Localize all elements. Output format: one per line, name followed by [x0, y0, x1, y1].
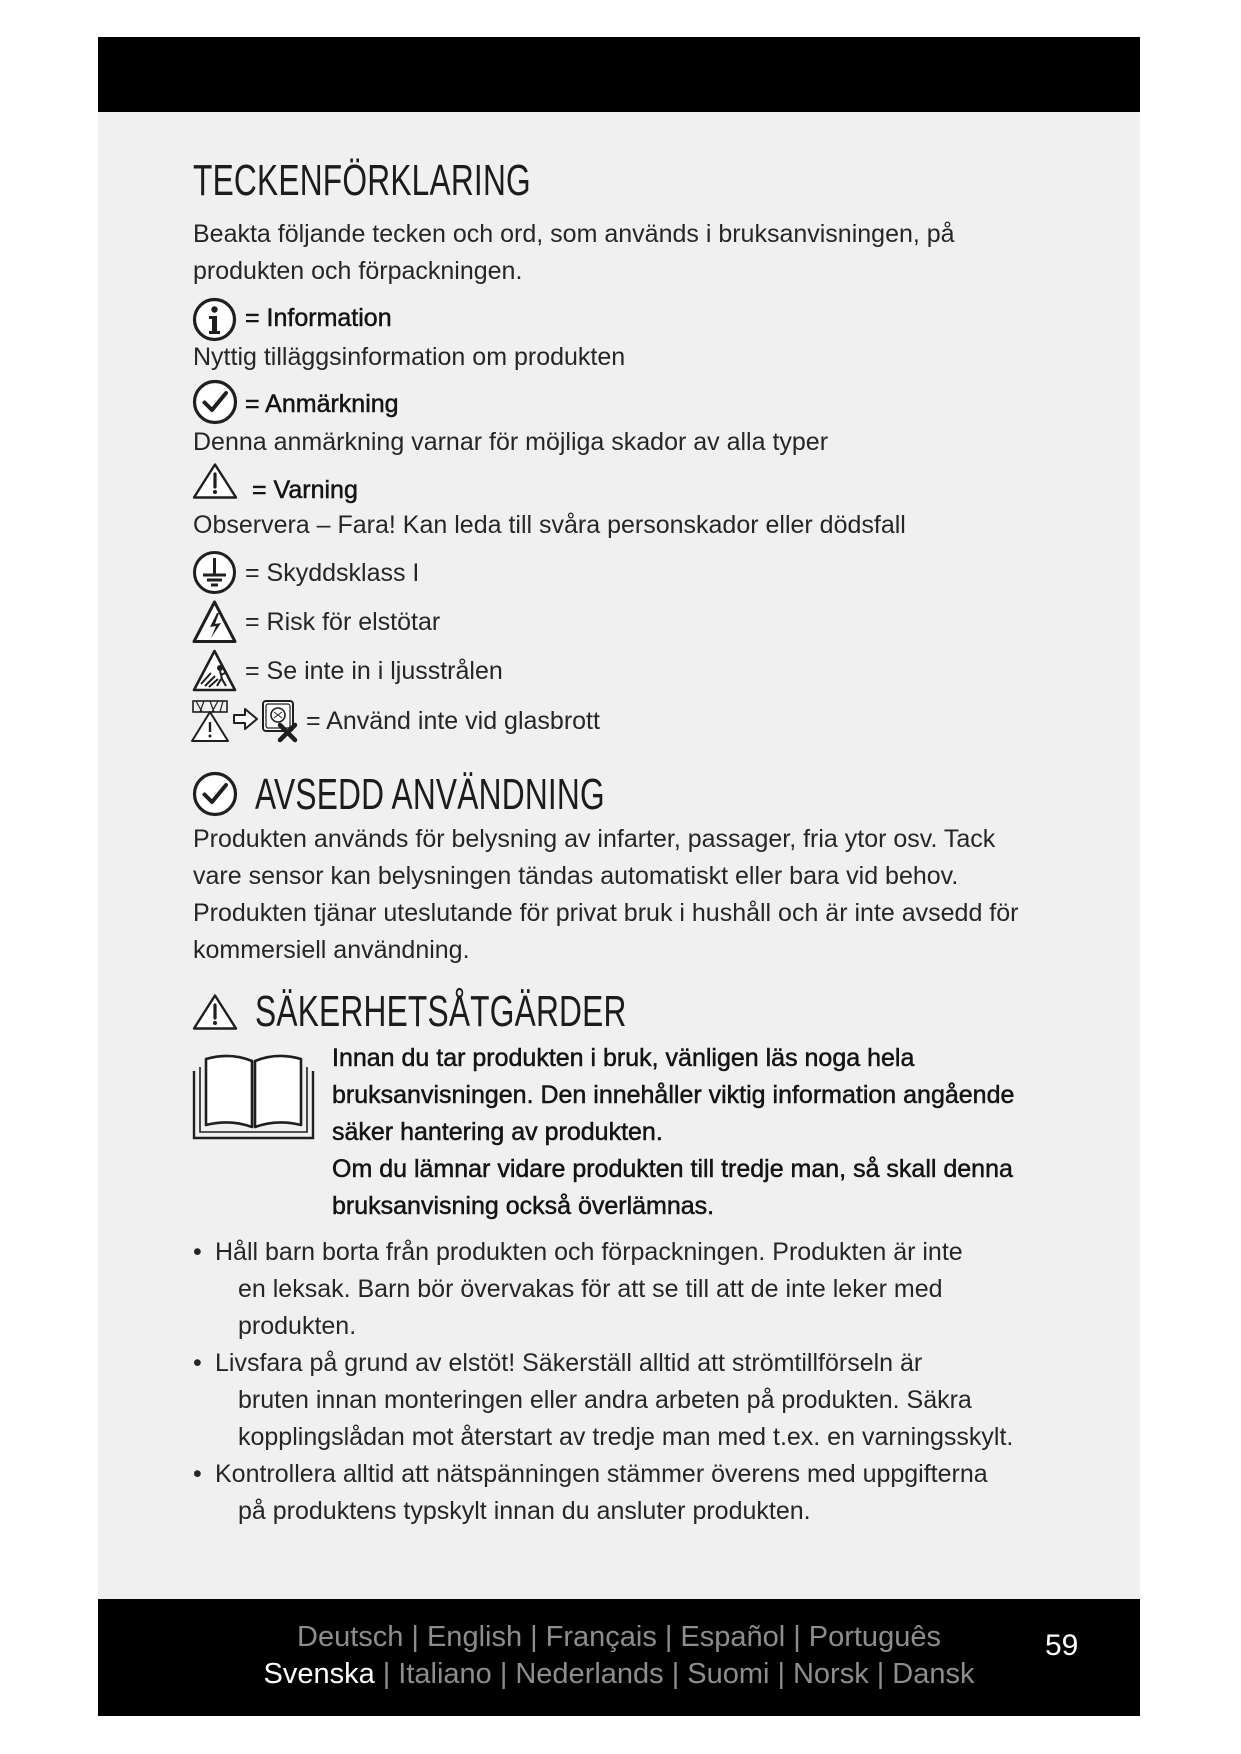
language-english: English: [426, 1621, 523, 1653]
safety-title: SÄKERHETSÅTGÄRDER: [255, 987, 627, 1036]
info-description: Nyttig tilläggsinformation om produkten: [193, 343, 626, 371]
language-francais: Français: [545, 1621, 657, 1653]
bullet-line: • Livsfara på grund av elstöt! Säkerställ alltid att strömtillförseln är: [215, 1349, 923, 1377]
safety-bullet: [193, 1234, 1013, 1345]
legend-intro: [193, 216, 955, 290]
language-italiano: Italiano: [398, 1658, 492, 1690]
language-dansk: Dansk: [892, 1658, 975, 1690]
intended-use-line: kommersiell användning.: [193, 936, 470, 964]
safety-notice-line: bruksanvisning också överlämnas.: [332, 1192, 715, 1220]
language-separator: |: [777, 1658, 785, 1690]
language-separator: |: [876, 1658, 885, 1690]
language-separator: |: [671, 1658, 680, 1690]
safety-notice-line: Om du lämnar vidare produkten till tredje man, så skall denna: [332, 1155, 1013, 1183]
language-row: [98, 1656, 1140, 1693]
language-deutsch: Deutsch: [297, 1621, 404, 1653]
language-svenska: Svenska: [263, 1658, 375, 1690]
safety-notice-line: bruksanvisningen. Den innehåller viktig information angående: [332, 1081, 1015, 1109]
intended-use-text: [193, 821, 1018, 969]
bullet-line: • Kontrollera alltid att nätspänningen stämmer överens med uppgifterna: [215, 1460, 988, 1488]
check-circle-icon: [192, 379, 238, 425]
language-portugues: Português: [808, 1621, 941, 1653]
safety-notice-line: Innan du tar produkten i bruk, vänligen läs noga hela: [332, 1044, 915, 1072]
language-separator: |: [664, 1621, 673, 1653]
bullet-line: kopplingslådan mot återstart av tredje man med t.ex. en varningsskylt.: [238, 1423, 1014, 1451]
beam-warning-label: = Se inte in i ljusstrålen: [245, 657, 503, 685]
protection-class-i-icon: [192, 550, 237, 595]
open-book-icon: [192, 1049, 315, 1140]
safety-bullet-list: [193, 1234, 1013, 1530]
safety-bullet: [193, 1345, 1013, 1456]
language-suomi: Suomi: [687, 1658, 770, 1690]
safety-notice: [332, 1040, 1014, 1225]
page-number: 59: [1045, 1629, 1079, 1662]
broken-glass-do-not-use-icon: [190, 698, 300, 743]
note-label: = Anmärkning: [245, 390, 399, 418]
bullet-line: bruten innan monteringen eller andra arbeten på produkten. Säkra: [238, 1386, 972, 1414]
bullet-line: • Håll barn borta från produkten och förpackningen. Produkten är inte: [215, 1238, 963, 1266]
info-label: = Information: [245, 304, 392, 332]
intended-use-line: Produkten tjänar uteslutande för privat bruk i hushåll och är inte avsedd för: [193, 899, 1019, 927]
warning-triangle-icon: [192, 462, 238, 500]
intended-use-line: vare sensor kan belysningen tändas automatiskt eller bara vid behov.: [193, 862, 959, 890]
warning-description: Observera – Fara! Kan leda till svåra personskador eller dödsfall: [193, 511, 906, 539]
electric-shock-warning-icon: [192, 600, 237, 644]
language-separator: |: [499, 1658, 508, 1690]
note-description: Denna anmärkning varnar för möjliga skador av alla typer: [193, 428, 829, 456]
language-separator: |: [530, 1621, 538, 1653]
language-row: [98, 1619, 1140, 1656]
language-separator: |: [382, 1658, 391, 1690]
legend-title: TECKENFÖRKLARING: [193, 156, 531, 205]
language-espanol: Español: [680, 1621, 786, 1653]
info-icon: [192, 297, 237, 342]
electric-shock-label: = Risk för elstötar: [245, 608, 441, 636]
intended-use-check-icon: [192, 771, 238, 817]
intended-use-title: AVSEDD ANVÄNDNING: [255, 770, 605, 819]
language-nederlands: Nederlands: [515, 1658, 664, 1690]
language-norsk: Norsk: [792, 1658, 869, 1690]
bullet-line: på produktens typskylt innan du ansluter produkten.: [238, 1497, 811, 1525]
safety-warning-icon: [192, 993, 238, 1031]
warning-label: = Varning: [252, 476, 358, 504]
safety-notice-line: säker hantering av produkten.: [332, 1118, 663, 1146]
do-not-look-into-beam-icon: [192, 648, 237, 693]
safety-bullet: [193, 1456, 1013, 1530]
header-bar: [98, 37, 1140, 112]
language-separator: |: [793, 1621, 801, 1653]
protection-class-label: = Skyddsklass I: [245, 559, 420, 587]
language-separator: |: [411, 1621, 419, 1653]
bullet-line: produkten.: [238, 1312, 357, 1340]
broken-glass-label: = Använd inte vid glasbrott: [306, 707, 600, 735]
legend-intro-line: produkten och förpackningen.: [193, 257, 523, 285]
legend-intro-line: Beakta följande tecken och ord, som används i bruksanvisningen, på: [193, 220, 955, 248]
intended-use-line: Produkten används för belysning av infarter, passager, fria ytor osv. Tack: [193, 825, 996, 853]
bullet-line: en leksak. Barn bör övervakas för att se till att de inte leker med: [238, 1275, 943, 1303]
